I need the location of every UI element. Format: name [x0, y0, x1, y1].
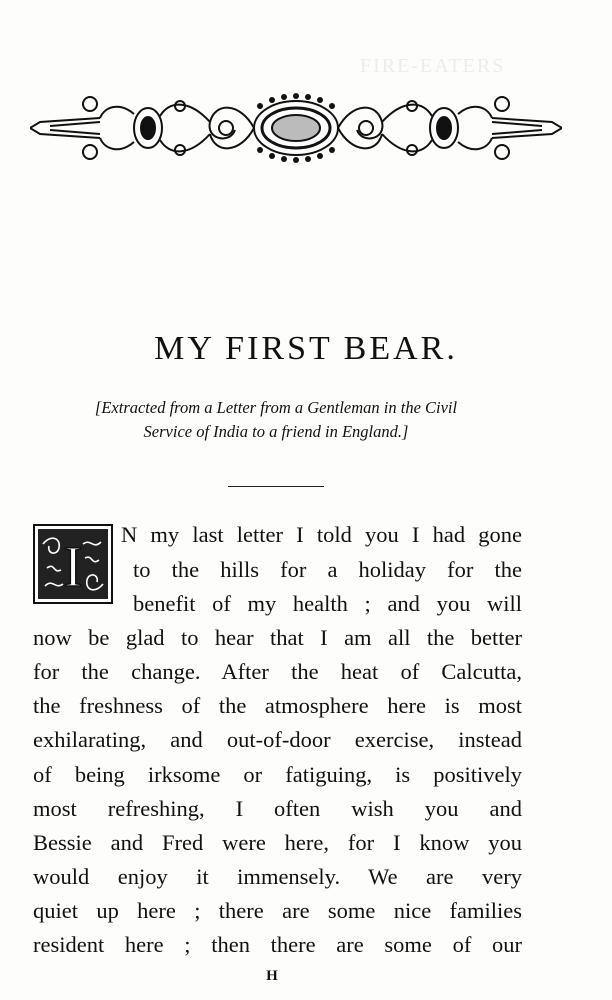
- chapter-subtitle: [30, 396, 522, 444]
- show-through-text: FIRE-EATERS: [360, 55, 506, 77]
- subtitle-line-2: Service of India to a friend in England.]: [143, 422, 409, 441]
- body-line: to the hills for a holiday for the: [133, 557, 522, 582]
- subtitle-line-1: [Extracted from a Letter from a Gentleman in the Civil: [94, 398, 458, 417]
- body-line: benefit of my health ; and you will: [133, 591, 522, 616]
- chapter-title: MY FIRST BEAR.: [154, 330, 458, 367]
- body-line: exhilarating, and out-of-door exercise, instead: [33, 727, 522, 752]
- ornamental-headpiece: [30, 92, 562, 164]
- drop-cap-letter: I: [63, 534, 83, 599]
- signature-mark: H: [266, 968, 278, 984]
- body-line: of being irksome or fatiguing, is positively: [33, 762, 522, 787]
- body-line: for the change. After the heat of Calcutta,: [33, 659, 522, 684]
- body-line: the freshness of the atmosphere here is most: [33, 693, 522, 718]
- body-line: would enjoy it immensely. We are very: [33, 864, 522, 889]
- body-line: N my last letter I told you I had gone: [121, 522, 522, 547]
- body-line: Bessie and Fred were here, for I know you: [33, 830, 522, 855]
- body-line: now be glad to hear that I am all the better: [33, 625, 522, 650]
- body-line: most refreshing, I often wish you and: [33, 796, 522, 821]
- body-line: quiet up here ; there are some nice families: [33, 898, 522, 923]
- body-line: resident here ; then there are some of our: [33, 932, 522, 957]
- ornamental-drop-cap: [33, 524, 113, 604]
- section-divider: [228, 486, 324, 487]
